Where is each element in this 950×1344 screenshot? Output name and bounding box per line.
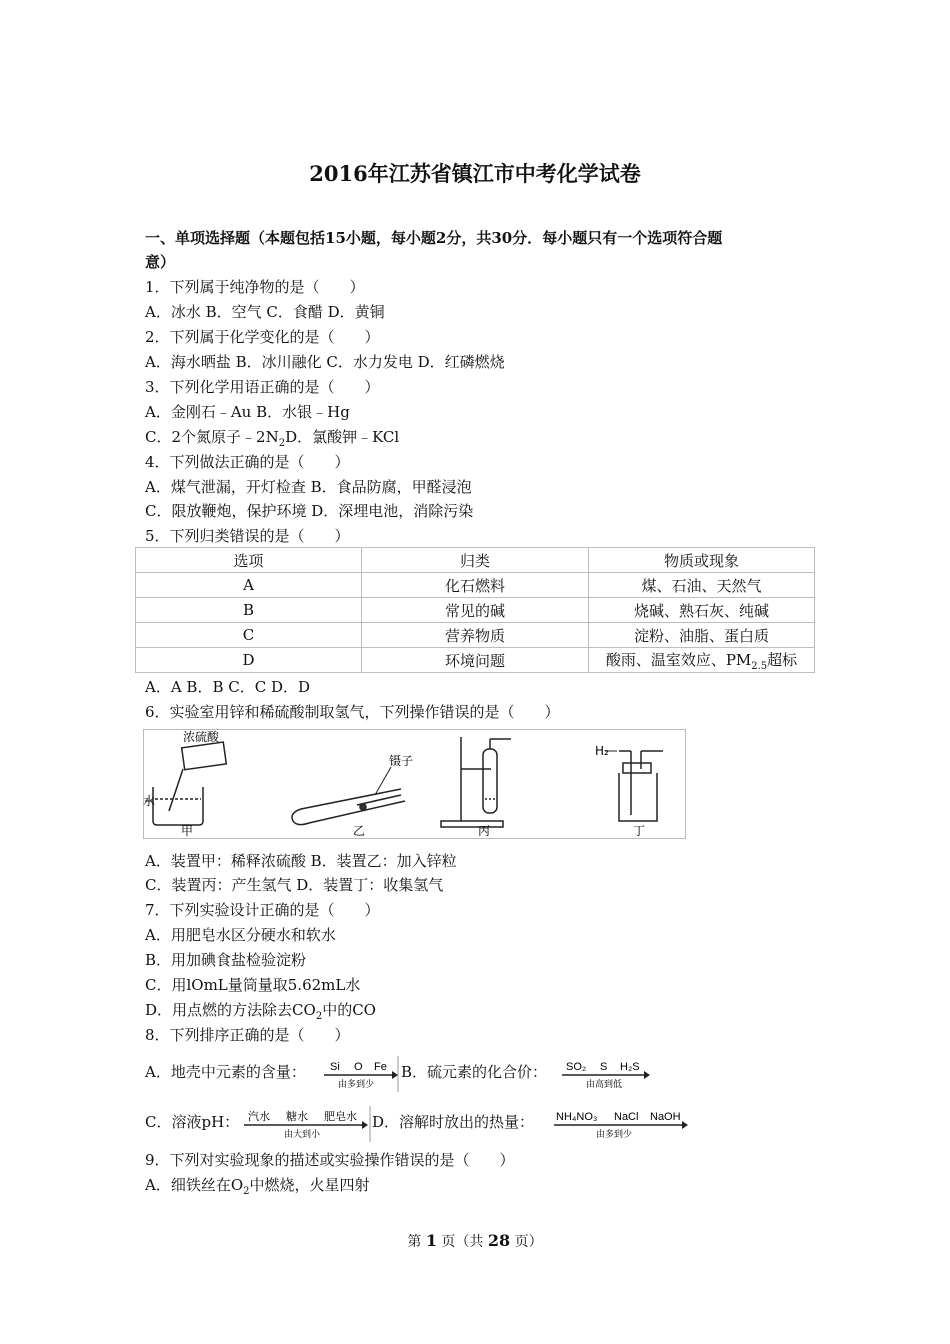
question-3-options-cd: C．2个氮原子$﹣2N_2D$．氯酸钾﹣KCl — [145, 428, 400, 449]
section-heading-cont: 意） — [145, 253, 176, 271]
question-3-options-ab: A．金刚石﹣Au B．水银﹣Hg — [145, 403, 350, 421]
table-cell: A — [136, 573, 362, 598]
apparatus-jia — [145, 742, 226, 825]
table-row — [136, 623, 815, 648]
question-8-option-c: C．溶液pH： — [145, 1113, 240, 1131]
question-6-options-ab: A．装置甲：稀释浓硫酸 B．装置乙：加入锌粒 — [145, 852, 457, 870]
question-5: 5．下列归类错误的是（ ） — [145, 527, 350, 545]
apparatus-yi — [292, 767, 405, 825]
question-3: 3．下列化学用语正确的是（ ） — [145, 378, 380, 396]
page-footer: 第 1 页（共 28 页） — [407, 1231, 543, 1250]
question-4-options-cd: C．限放鞭炮，保护环境 D．深埋电池，消除污染 — [145, 502, 474, 520]
table-cell: 淀粉、油脂、蛋白质 — [589, 623, 815, 648]
table-cell: B — [136, 598, 362, 623]
order-arrow-b — [560, 1056, 652, 1092]
question-1-options: A．冰水 B．空气 C．食醋 D．黄铜 — [145, 303, 385, 321]
order-arrow-d — [552, 1106, 692, 1142]
table-cell: D — [136, 648, 362, 673]
apparatus-ding — [605, 751, 663, 821]
question-1: 1．下列属于纯净物的是（ ） — [145, 278, 365, 296]
order-item: SO₂ — [566, 1061, 587, 1073]
question-8-option-b: B．硫元素的化合价： — [401, 1063, 548, 1081]
order-item: 肥皂水 — [324, 1110, 357, 1123]
question-7: 7．下列实验设计正确的是（ ） — [145, 901, 380, 919]
page-title: 2016年江苏省镇江市中考化学试卷 — [309, 161, 641, 186]
question-7-option-d: D．用点燃的方法除去$CO_2$中的CO — [145, 1001, 376, 1022]
caption-jia: 甲 — [181, 824, 194, 838]
question-7-option-b: B．用加碘食盐检验淀粉 — [145, 951, 307, 969]
caption-bing: 丙 — [478, 824, 491, 838]
order-item: NaOH — [650, 1111, 681, 1123]
table-row — [136, 573, 815, 598]
question-2-options: A．海水晒盐 B．冰川融化 C．水力发电 D．红磷燃烧 — [145, 353, 505, 371]
apparatus-figure — [143, 729, 686, 839]
order-item: 汽水 — [248, 1110, 270, 1123]
apparatus-bing — [441, 737, 511, 827]
order-item: O — [354, 1061, 363, 1073]
question-8-option-d: D．溶解时放出的热量： — [372, 1113, 535, 1131]
order-caption: 由多到少 — [596, 1130, 633, 1140]
question-7-option-c: C．用lOmL量筒量取5.62mL水 — [145, 976, 361, 994]
question-4-options-ab: A．煤气泄漏，开灯检查 B．食品防腐，甲醛浸泡 — [145, 478, 472, 496]
table-header-cell: 选项 — [136, 548, 362, 573]
order-arrow-c — [242, 1106, 372, 1142]
table-cell: 煤、石油、天然气 — [589, 573, 815, 598]
table-row — [136, 598, 815, 623]
page-number: 1 — [425, 1231, 437, 1250]
table-cell: 化石燃料 — [362, 573, 589, 598]
question-7-option-a: A．用肥皂水区分硬水和软水 — [145, 926, 336, 944]
order-arrow-a — [320, 1056, 400, 1092]
page-total: 28 — [487, 1231, 511, 1250]
label-tweezers: 镊子 — [389, 754, 414, 768]
table-header-cell: 归类 — [362, 548, 589, 573]
order-item: NH₄NO₃ — [556, 1111, 598, 1123]
order-item: Fe — [374, 1061, 387, 1073]
classification-table — [135, 547, 815, 673]
question-6-options-cd: C．装置丙：产生氢气 D．装置丁：收集氢气 — [145, 876, 444, 894]
label-water: 水 — [143, 794, 156, 808]
order-item: NaCl — [614, 1111, 639, 1123]
question-6: 6．实验室用锌和稀硫酸制取氢气，下列操作错误的是（ ） — [145, 703, 560, 721]
table-cell: C — [136, 623, 362, 648]
label-acid: 浓硫酸 — [183, 730, 220, 744]
order-item: 糖水 — [286, 1110, 308, 1123]
table-cell: 酸雨、温室效应、$PM_{2.5}$超标 — [589, 648, 815, 673]
table-cell: 营养物质 — [362, 623, 589, 648]
caption-yi: 乙 — [353, 824, 366, 838]
question-4: 4．下列做法正确的是（ ） — [145, 453, 350, 471]
order-caption: 由大到小 — [284, 1130, 321, 1140]
order-caption: 由多到少 — [338, 1080, 375, 1090]
table-header-row — [136, 548, 815, 573]
order-caption: 由高到低 — [586, 1080, 623, 1090]
table-cell: 烧碱、熟石灰、纯碱 — [589, 598, 815, 623]
question-2: 2．下列属于化学变化的是（ ） — [145, 328, 380, 346]
question-8: 8．下列排序正确的是（ ） — [145, 1026, 350, 1044]
question-5-options: A．A B．B C．C D．D — [145, 678, 311, 696]
section-heading: 一、单项选择题（本题包括15小题，每小题2分，共30分．每小题只有一个选项符合题 — [145, 229, 723, 247]
table-cell: 常见的碱 — [362, 598, 589, 623]
table-header-cell: 物质或现象 — [589, 548, 815, 573]
caption-ding: 丁 — [633, 824, 646, 838]
question-9: 9．下列对实验现象的描述或实验操作错误的是（ ） — [145, 1151, 515, 1169]
question-9-option-a: A．细铁丝在$O_2$中燃烧，火星四射 — [145, 1176, 370, 1197]
question-8-option-a: A．地壳中元素的含量： — [145, 1063, 306, 1081]
order-item: Si — [330, 1061, 340, 1073]
table-cell: 环境问题 — [362, 648, 589, 673]
order-item: H₂S — [620, 1061, 640, 1073]
label-h2: H₂ — [595, 744, 609, 758]
order-item: S — [600, 1061, 608, 1073]
table-row — [136, 648, 815, 673]
